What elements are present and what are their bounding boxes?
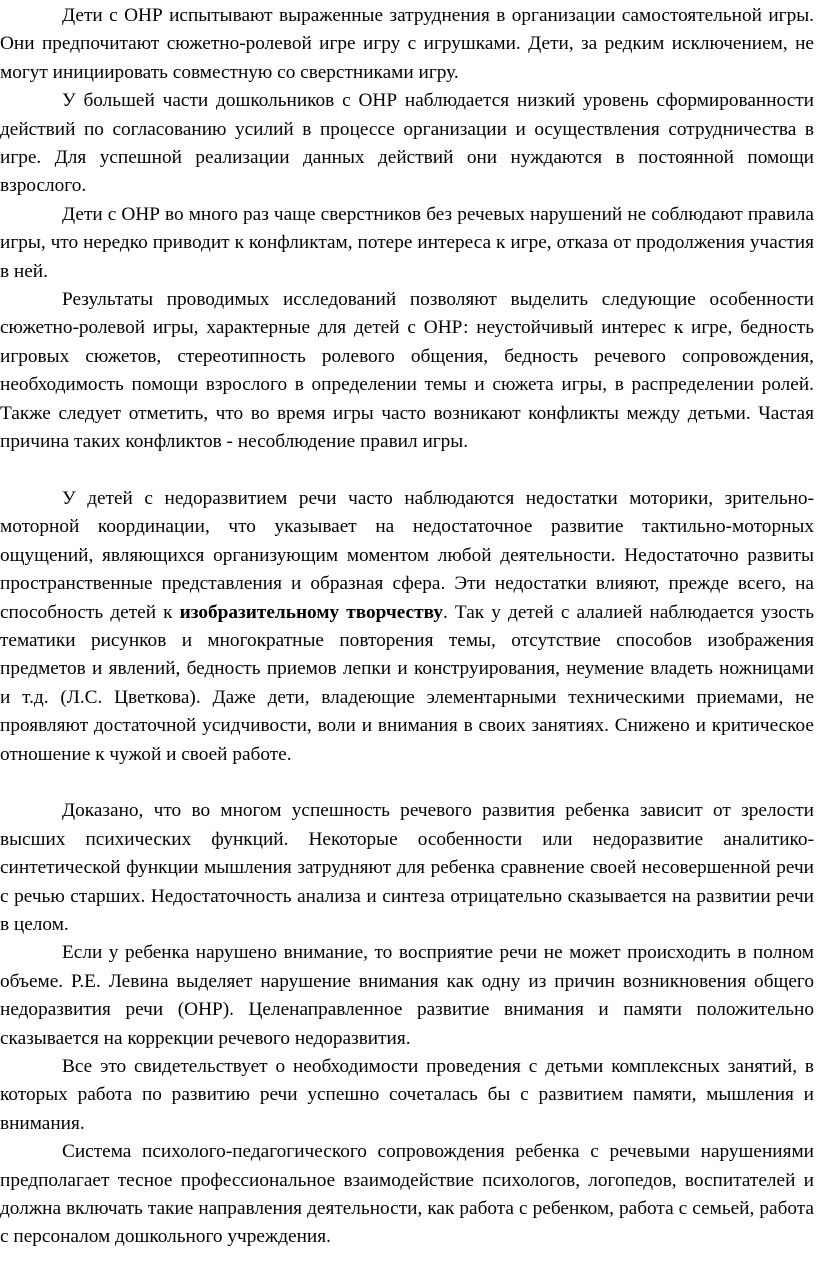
paragraph-1: Дети с ОНР испытывают выраженные затруднения в организации самостоятельной игры. Они предпочитают сюжетно-ролевой игре игру с игрушками. Дети, за редким исключением, не могут инициировать совместную со сверстниками игру. [0,5,814,83]
paragraph-9: Система психолого-педагогического сопровождения ребенка с речевыми нарушениями предполагает тесное профессиональное взаимодействие психологов, логопедов, воспитателей и должна включать такие направления деятельности, как работа с ребенком, работа с семьей, работа с персоналом дошкольного учреждения. [0,1141,814,1248]
paragraph-4: Результаты проводимых исследований позволяют выделить следующие особенности сюжетно-ролевой игры, характерные для детей с ОНР: неустойчивый интерес к игре, бедность игровых сюжетов, стереотипность ролевого общения, бедность речевого сопровождения, необходимость помощи взрослого в определении темы и сюжета игры, в распределении ролей. Также следует отметить, что во время игры часто возникают конфликты между детьми. Частая причина таких конфликтов - несоблюдение правил игры. [0,289,814,453]
emphasis-bold: изобразительному творчеству [179,601,443,623]
paragraph-5 [0,485,814,769]
paragraph-5-text-before: У детей с недоразвитием речи часто наблюдаются недостатки моторики, зрительно-моторной координации, что указывает на недостаточное развитие тактильно-моторных ощущений, являющихся организующим моментом любой деятельности. Недостаточно развиты пространственные представления и образная сфера. Эти недостатки влияют, прежде всего, на способность детей к [0,487,814,623]
paragraph-6: Доказано, что во многом успешность речевого развития ребенка зависит от зрелости высших психических функций. Некоторые особенности или недоразвитие аналитико-синтетической функции мышления затрудняют для ребенка сравнение своей несовершенной речи с речью старших. Недостаточность анализа и синтеза отрицательно сказывается на развитии речи в целом. [0,800,814,935]
blank-line [0,769,814,797]
paragraph-5-text-after: . Так у детей с алалией наблюдается узость тематики рисунков и многократные повторения темы, отсутствие способов изображения предметов и явлений, бедность приемов лепки и конструирования, неумение владеть ножницами и т.д. (Л.С. Цветкова). Даже дети, владеющие элементарными техническими приемами, не проявляют достаточной усидчивости, воли и внимания в своих занятиях. Снижено и критическое отношение к чужой и своей работе. [0,601,814,765]
paragraph-8: Все это свидетельствует о необходимости проведения с детьми комплексных занятий, в которых работа по развитию речи успешно сочеталась бы с развитием памяти, мышления и внимания. [0,1056,814,1134]
blank-line [0,457,814,485]
paragraph-3: Дети с ОНР во много раз чаще сверстников без речевых нарушений не соблюдают правила игры, что нередко приводит к конфликтам, потере интереса к игре, отказа от продолжения участия в ней. [0,203,814,282]
paragraph-2: У большей части дошкольников с ОНР наблюдается низкий уровень сформированности действий по согласованию усилий в процессе организации и осуществления сотрудничества в игре. Для успешной реализации данных действий они нуждаются в постоянной помощи взрослого. [0,90,814,197]
paragraph-7: Если у ребенка нарушено внимание, то восприятие речи не может происходить в полном объеме. Р.Е. Левина выделяет нарушение внимания как одну из причин возникновения общего недоразвития речи (ОНР). Целенаправленное развитие внимания и памяти положительно сказывается на коррекции речевого недоразвития. [0,942,814,1049]
